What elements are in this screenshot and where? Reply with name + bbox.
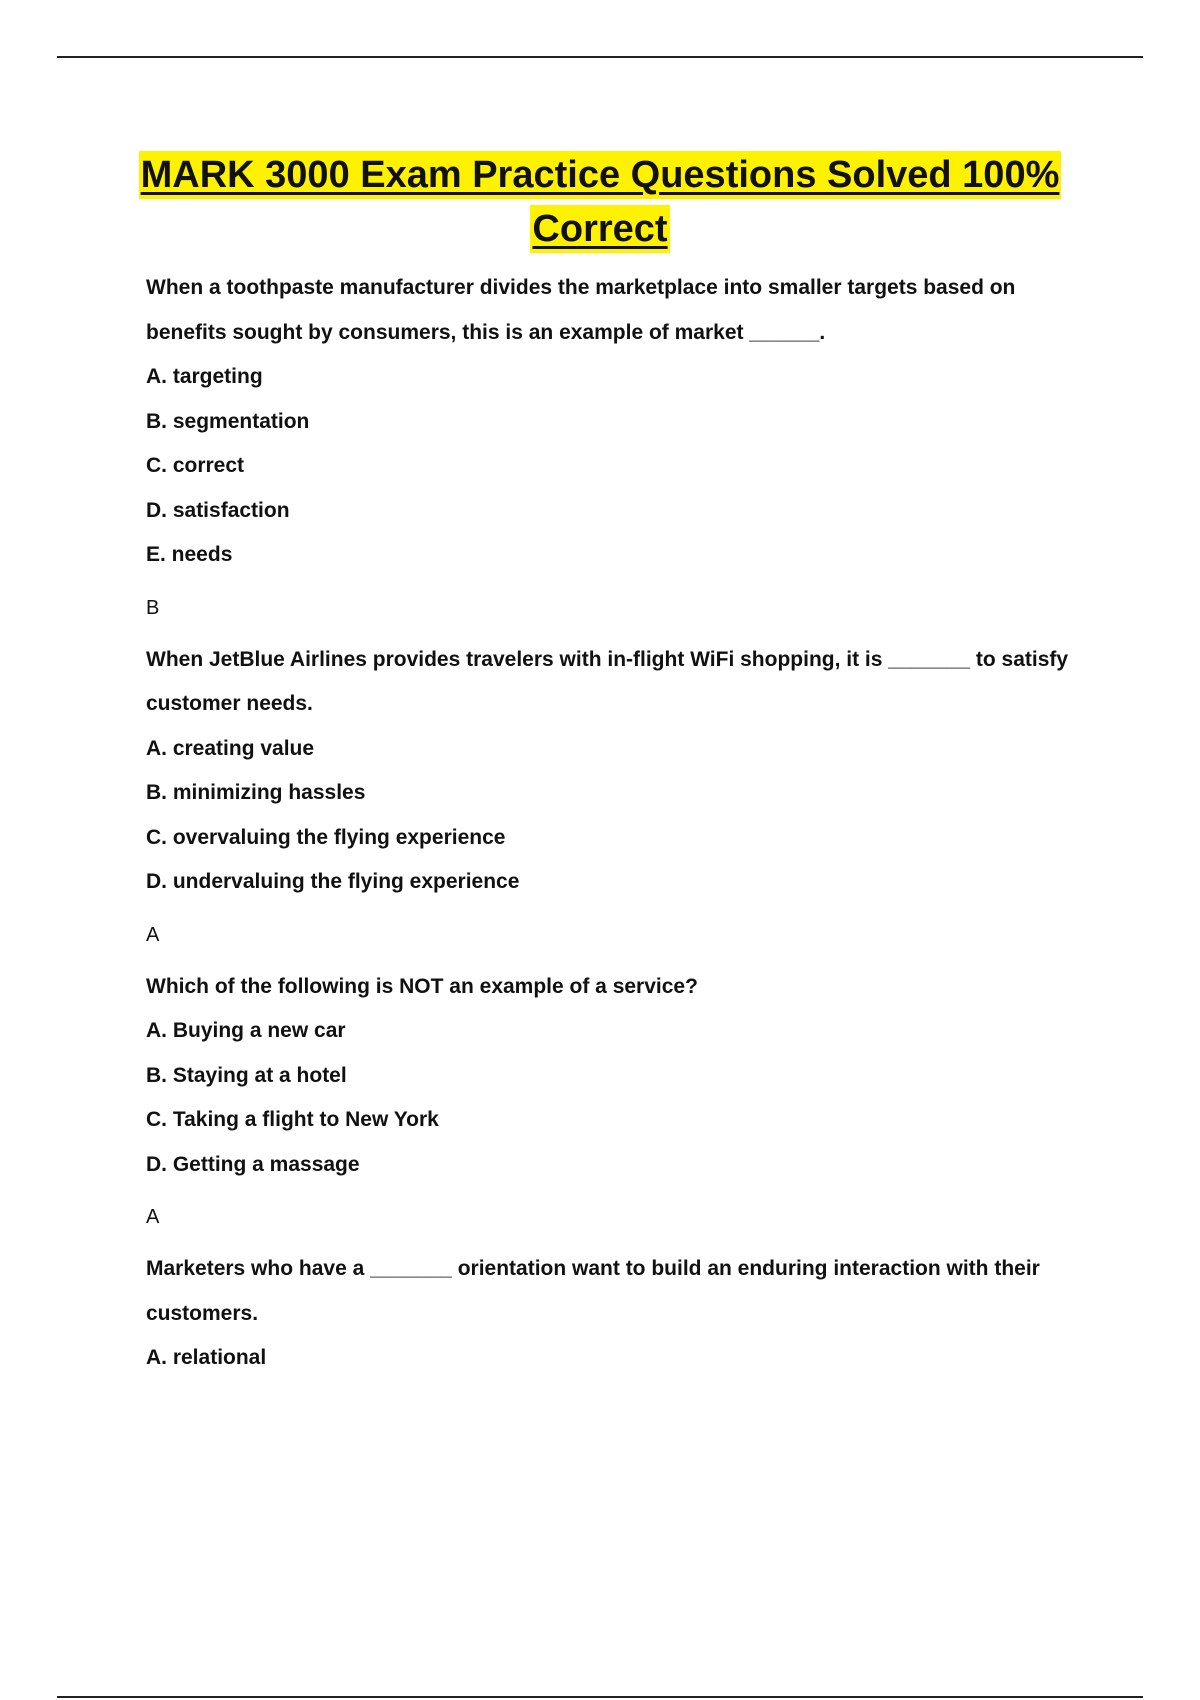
answer-option: E. needs <box>146 543 233 566</box>
question-block <box>146 1247 1086 1381</box>
answer-option: C. overvaluing the flying experience <box>146 825 506 849</box>
question-text-line: customer needs. <box>146 692 313 715</box>
title-line-1: MARK 3000 Exam Practice Questions Solved 100% <box>139 151 1062 199</box>
question-text-line: When JetBlue Airlines provides travelers with in-flight WiFi shopping, it is _______ to satisfy <box>146 647 1069 671</box>
answer-option: A. Buying a new car <box>146 1019 346 1042</box>
correct-answer: A <box>146 923 160 946</box>
page-title <box>100 148 1100 256</box>
correct-answer: B <box>146 596 160 619</box>
answer-option: A. creating value <box>146 736 315 760</box>
footer-rule <box>57 1696 1143 1698</box>
answer-option: B. minimizing hassles <box>146 781 366 804</box>
header-rule <box>57 56 1143 58</box>
question-block <box>146 266 1086 620</box>
answer-option: C. Taking a flight to New York <box>146 1108 439 1131</box>
answer-option: D. undervaluing the flying experience <box>146 870 520 893</box>
question-block <box>146 638 1086 947</box>
answer-option: A. relational <box>146 1346 267 1369</box>
answer-option: D. Getting a massage <box>146 1152 360 1176</box>
answer-option: B. Staying at a hotel <box>146 1063 347 1087</box>
question-text-line: customers. <box>146 1301 259 1325</box>
answer-option: A. targeting <box>146 365 263 388</box>
correct-answer: A <box>146 1206 160 1228</box>
answer-option: B. segmentation <box>146 409 310 433</box>
title-line-2: Correct <box>530 205 669 253</box>
question-list <box>146 266 1086 1381</box>
question-text-line: Marketers who have a _______ orientation want to build an enduring interaction with their <box>146 1257 1040 1280</box>
question-text-line: benefits sought by consumers, this is an example of market ______. <box>146 320 826 344</box>
answer-option: D. satisfaction <box>146 498 290 522</box>
question-block <box>146 965 1086 1230</box>
answer-option: C. correct <box>146 454 245 477</box>
question-text-line: When a toothpaste manufacturer divides the marketplace into smaller targets based on <box>146 276 1016 299</box>
question-text-line: Which of the following is NOT an example of a service? <box>146 974 698 998</box>
